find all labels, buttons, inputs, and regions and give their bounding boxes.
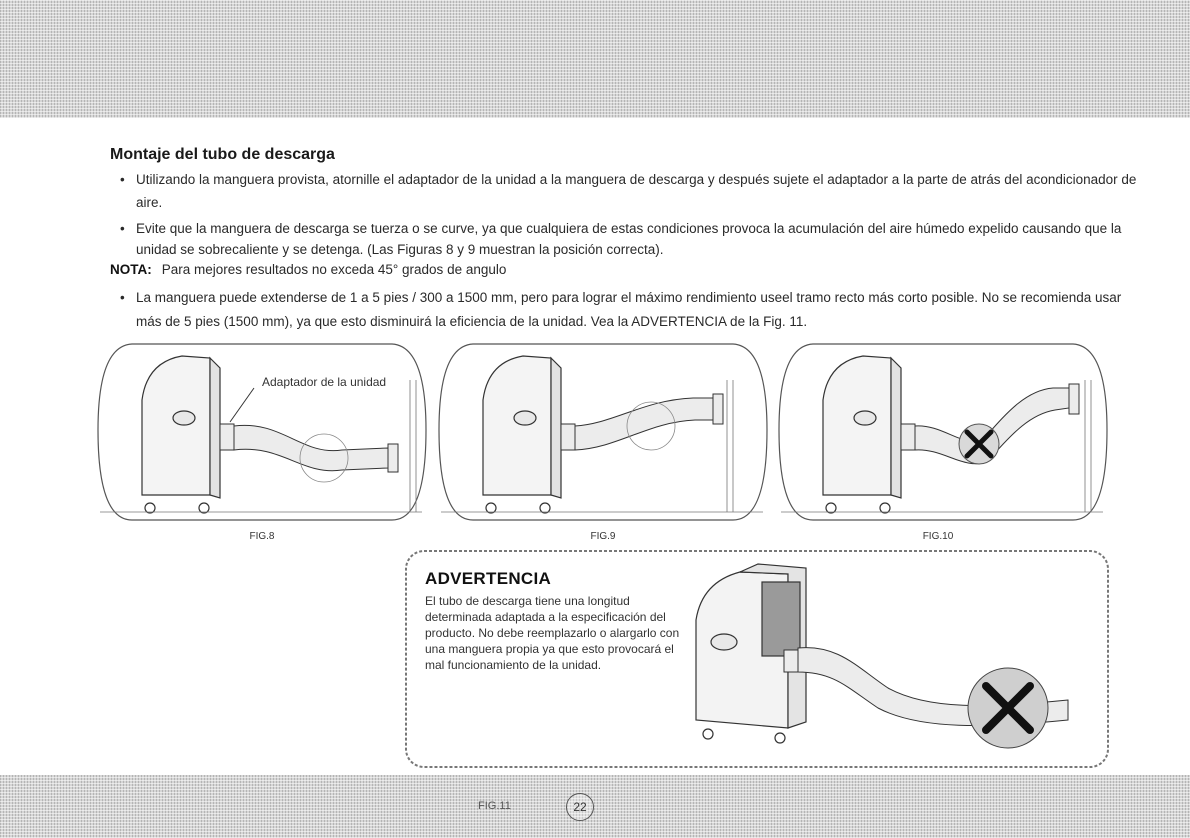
- hose-icon: [220, 424, 398, 472]
- figure-9-caption: FIG.9: [590, 531, 616, 542]
- note-text: Para mejores resultados no exceda 45° grados de angulo: [161, 262, 507, 277]
- bullet-item-2: • Evite que la manguera de descarga se tuerza o se curve, ya que cualquiera de estas condiciones provoca la acumulación del aire húmedo expelido causando que la unidad se sobrecaliente y se detenga. (Las Figuras 8 y 9 muestran la posición correcta).: [136, 218, 1146, 260]
- figure-10-illustration: [773, 340, 1113, 524]
- figure-9-panel: [433, 340, 773, 524]
- figure-10-caption: FIG.10: [922, 531, 954, 542]
- hose-icon: [561, 394, 723, 450]
- figure-11-illustration: [688, 560, 1088, 760]
- figure-11-caption: FIG.11: [478, 800, 511, 812]
- note: [110, 262, 506, 277]
- bullet-item-3: • La manguera puede extenderse de 1 a 5 pies / 300 a 1500 mm, pero para lograr el máximo rendimiento useel tramo recto más corto posible. No se recomienda usar más de 5 pies (1500 mm), ya que esto disminuirá la eficiencia de la unidad. Vea la ADVERTENCIA de la Fig. 11.: [136, 286, 1146, 334]
- air-conditioner-icon: [823, 356, 901, 513]
- air-conditioner-icon: [483, 356, 561, 513]
- figure-9-illustration: [433, 340, 773, 524]
- figure-8-panel: [92, 340, 432, 524]
- warning-text: El tubo de descarga tiene una longitud determinada adaptada a la especificación del producto. No debe reemplazarlo o alargarlo con una manguera propia ya que esto provocará el mal funcionamiento de la unidad.: [425, 594, 680, 672]
- footer-band: [0, 775, 1190, 838]
- note-label: NOTA:: [110, 262, 152, 277]
- adapter-label: Adaptador de la unidad: [262, 375, 387, 389]
- figure-8-illustration: [92, 340, 432, 524]
- header-band: [0, 0, 1190, 118]
- bullet-item-1: • Utilizando la manguera provista, atornille el adaptador de la unidad a la manguera de descarga y después sujete el adaptador a la parte de atrás del acondicionador de aire.: [136, 168, 1146, 214]
- section-title: Montaje del tubo de descarga: [110, 146, 335, 163]
- figure-8-caption: FIG.8: [249, 531, 275, 542]
- warning-title: ADVERTENCIA: [425, 569, 552, 588]
- page-number: 22: [566, 793, 594, 821]
- air-conditioner-icon: [142, 356, 220, 513]
- figure-10-panel: [773, 340, 1113, 524]
